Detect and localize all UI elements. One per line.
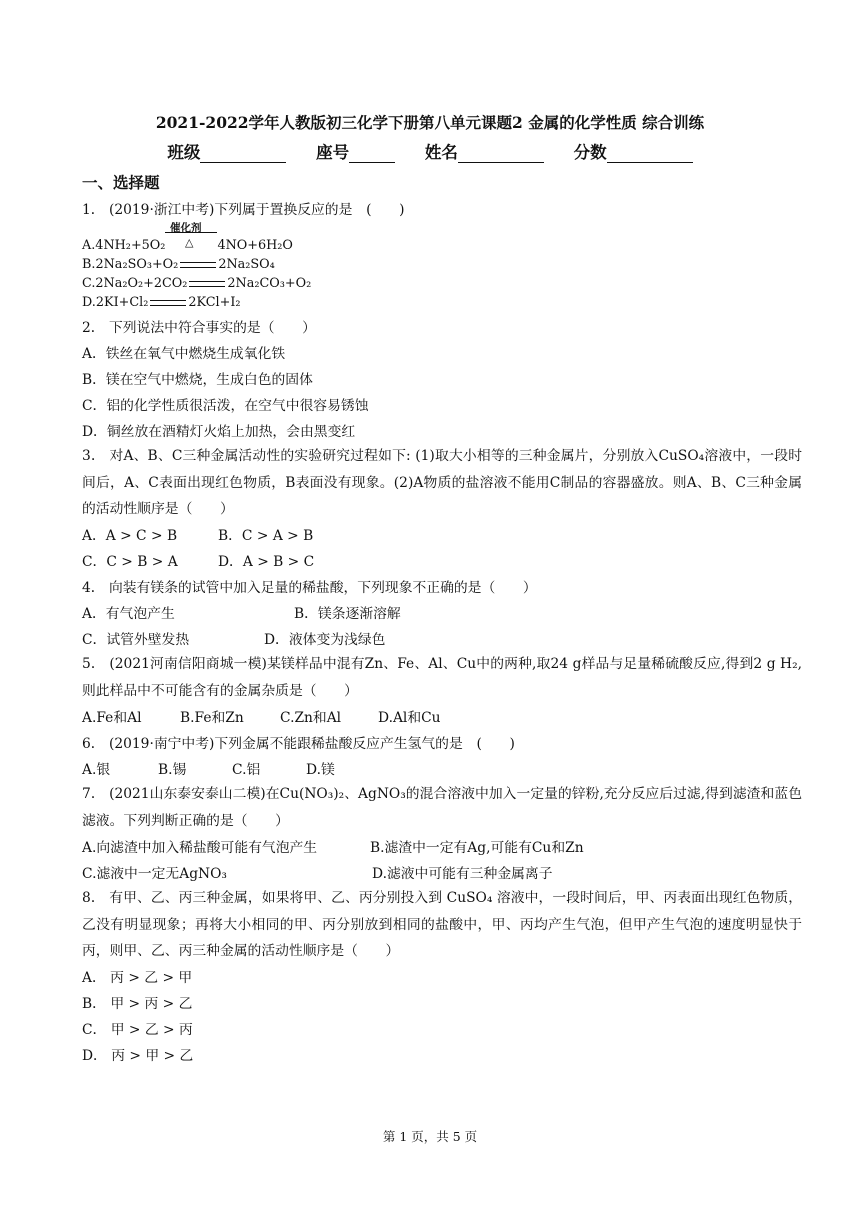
q8-stem: 8． 有甲、乙、丙三种金属，如果将甲、乙、丙分别投入到 CuSO₄ 溶液中，一段时间后，甲、丙表面出现红色物质，乙没有明显现象；再将大小相同的甲、丙分别放到相同的盐酸中，甲、丙均产生气泡，但甲产生气泡的速度明显快于丙，则甲、乙、丙三种金属的活动性顺序是（ ） (82, 890, 802, 959)
q5-stem: 5． (2021河南信阳商城一模)某镁样品中混有Zn、Fe、Al、Cu中的两种,取24 g样品与足量稀硫酸反应,得到2 g H₂,则此样品中不可能含有的金属杂质是（ ） (82, 656, 802, 699)
score-blank[interactable] (607, 144, 693, 163)
q8-option-d: D． 丙 > 甲 > 乙 (82, 1048, 194, 1064)
q4-options-row1: A．有气泡产生 B．镁条逐渐溶解 (82, 606, 401, 622)
q7-stem: 7． (2021山东泰安泰山二模)在Cu(NO₃)₂、AgNO₃的混合溶液中加入一定量的锌粉,充分反应后过滤,得到滤渣和蓝色滤液。下列判断正确的是（ ） (82, 786, 802, 829)
q2-option-b: B．镁在空气中燃烧，生成白色的固体 (82, 372, 313, 388)
q2-option-c: C．铝的化学性质很活泼，在空气中很容易锈蚀 (82, 398, 369, 414)
q1-option-c: C.2Na₂O₂+2CO₂ 2Na₂CO₃+O₂ (82, 276, 312, 291)
seat-blank[interactable] (349, 144, 395, 163)
class-field: 班级 (167, 139, 286, 163)
document-title: 2021-2022学年人教版初三化学下册第八单元课题2 金属的化学性质 综合训练 (155, 113, 705, 132)
q2-option-d: D．铜丝放在酒精灯火焰上加热，会由黑变红 (82, 424, 356, 440)
name-field: 姓名 (425, 139, 544, 163)
equals-sign (189, 281, 225, 287)
equals-sign (150, 300, 186, 306)
q1-option-b: B.2Na₂SO₃+O₂ 2Na₂SO₄ (82, 257, 275, 272)
class-blank[interactable] (200, 144, 286, 163)
q8-option-a: A． 丙 > 乙 > 甲 (82, 970, 193, 986)
score-field: 分数 (574, 139, 693, 163)
page-number: 第 1 页，共 5 页 (382, 1129, 478, 1144)
q6-options-row: A.银 B.锡 C.铝 D.镁 (82, 762, 335, 778)
q1-option-a: A.4NH₂+5O₂ 4NO+6H₂O (82, 238, 293, 253)
q7-options-row1: A.向滤渣中加入稀盐酸可能有气泡产生 B.滤渣中一定有Ag,可能有Cu和Zn (82, 840, 584, 856)
catalyst-label: 催化剂 (170, 222, 202, 234)
q5-options-row: A.Fe和Al B.Fe和Zn C.Zn和Al D.Al和Cu (82, 710, 441, 726)
seat-field: 座号 (316, 139, 395, 163)
q1-option-d: D.2KI+Cl₂ 2KCl+I₂ (82, 295, 241, 310)
q3-stem: 3． 对A、B、C三种金属活动性的实验研究过程如下: (1)取大小相等的三种金属片，分别放入CuSO₄溶液中，一段时间后，A、C表面出现红色物质，B表面没有现象。(2)A物质的盐溶液不能用C制品的容器盛放。则A、B、C三种金属的活动性顺序是（ ） (82, 448, 802, 517)
q6-stem: 6． (2019·南宁中考)下列金属不能跟稀盐酸反应产生氢气的是 ( ) (82, 736, 515, 752)
reaction-arrow-line (165, 232, 217, 233)
q2-option-a: A．铁丝在氧气中燃烧生成氧化铁 (82, 346, 286, 362)
q1-stem: 1． (2019·浙江中考)下列属于置换反应的是 ( ) (82, 202, 405, 218)
equals-sign (180, 262, 216, 268)
q3-options-row2: C．C > B > A D．A > B > C (82, 554, 315, 570)
q4-stem: 4． 向装有镁条的试管中加入足量的稀盐酸，下列现象不正确的是（ ） (82, 580, 537, 596)
q4-options-row2: C．试管外壁发热 D．液体变为浅绿色 (82, 632, 386, 648)
section-heading: 一、选择题 (82, 173, 160, 192)
q8-option-b: B． 甲 > 丙 > 乙 (82, 996, 193, 1012)
q8-option-c: C． 甲 > 乙 > 丙 (82, 1022, 193, 1038)
q2-stem: 2． 下列说法中符合事实的是（ ） (82, 320, 316, 336)
name-blank[interactable] (458, 144, 544, 163)
q3-options-row1: A．A > C > B B．C > A > B (82, 528, 314, 544)
student-info-row (0, 139, 860, 163)
heat-symbol: △ (185, 236, 194, 249)
q7-options-row2: C.滤液中一定无AgNO₃ D.滤液中可能有三种金属离子 (82, 866, 553, 882)
